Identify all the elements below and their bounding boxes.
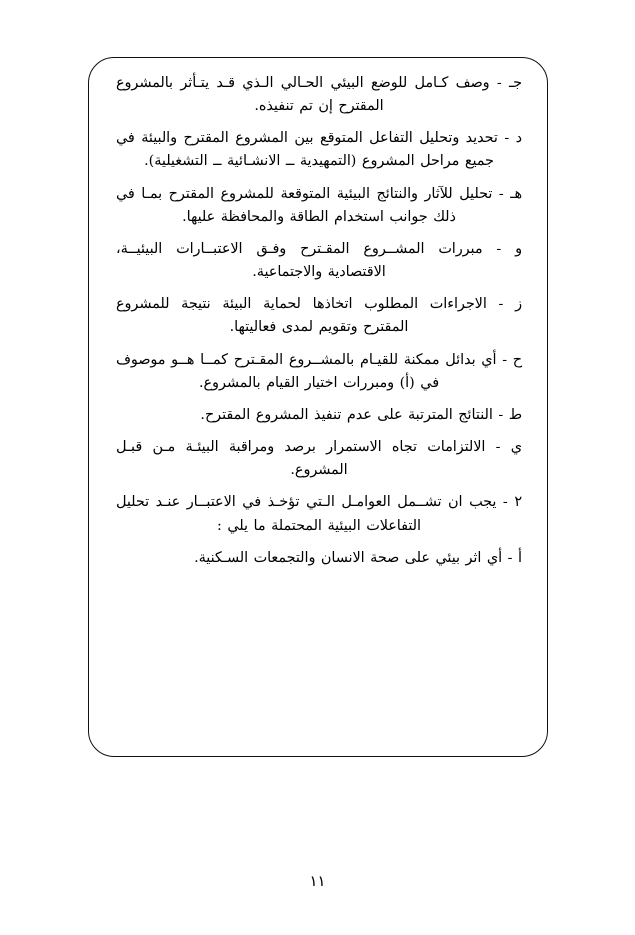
list-item-text: تحليل للآثار والنتائج البيئية المتوقعة للمشروع المقترح بمـا في ذلك جوانب استخدام الطاقة والمحافظة عليها. — [116, 185, 493, 225]
list-item-text: مبررات المشــروع المقـترح وفـق الاعتبــارات البيئيــة، الاقتصادية والاجتماعية. — [116, 240, 483, 281]
list-item-text: أي اثر بيئي على صحة الانسان والتجمعات السـكنية. — [194, 549, 503, 566]
list-item-marker: ٢ - — [496, 494, 523, 511]
list-item-text: النتائج المترتبة على عدم تنفيذ المشروع المقترح. — [200, 406, 493, 423]
list-item — [116, 238, 522, 284]
list-item — [116, 547, 522, 570]
list-item — [116, 404, 522, 427]
list-item-marker: د - — [497, 130, 522, 147]
list-item-marker: ط - — [492, 406, 522, 423]
list-item-marker: جـ - — [489, 75, 522, 91]
list-item — [116, 127, 522, 173]
page-number: ١١ — [309, 872, 326, 890]
list-item-marker: أ - — [502, 549, 522, 566]
document-body — [104, 66, 534, 748]
list-item-text: وصف كـامل للوضع البيئي الحـالي الـذي قـد يتـأثر بالمشروع المقترح إن تم تنفيذه. — [116, 75, 490, 115]
list-item-marker: ز - — [486, 296, 522, 313]
list-item — [116, 436, 522, 482]
list-item-text: يجب ان تشــمل العوامـل الـتي تؤخـذ في الاعتبــار عنـد تحليل التفاعلات البيئية المحتملة ما يلي : — [116, 494, 497, 534]
list-item — [116, 183, 522, 229]
list-item-text: الاجراءات المطلوب اتخاذها لحماية البيئة نتيجة للمشروع المقترح وتقويم لمدى فعاليتها. — [116, 296, 487, 336]
list-item — [116, 72, 522, 118]
list-item-text: تحديد وتحليل التفاعل المتوقع بين المشروع المقترح والبيئة في جميع مراحل المشروع (التمهيدية ــ الانشـائية ــ التشغيلية). — [116, 130, 498, 170]
list-item-marker: هـ - — [492, 185, 522, 202]
list-item-marker: ح - — [496, 351, 522, 368]
list-item-text: أي بدائل ممكنة للقيـام بالمشــروع المقـترح كمــا هــو موصوف في (أ) ومبررات اختيار القيام بالمشروع. — [116, 351, 497, 391]
list-item — [116, 293, 522, 339]
list-item-marker: و - — [482, 240, 523, 257]
list-item-text: الالتزامات تجاه الاستمرار برصد ومراقبة البيئـة مـن قبـل المشروع. — [116, 439, 486, 479]
list-item-marker: ي - — [485, 439, 522, 456]
list-item — [116, 491, 522, 537]
list-item — [116, 349, 522, 395]
